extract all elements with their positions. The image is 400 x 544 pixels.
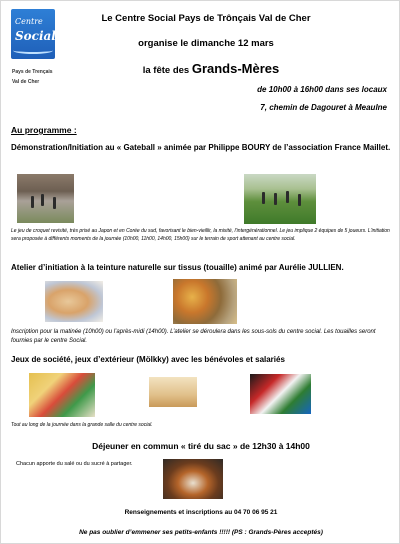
games-title: Jeux de société, jeux d’extérieur (Mölkky) avec les bénévoles et salariés [11,355,285,364]
games-photo-1 [29,373,95,417]
player-figure [298,194,301,206]
logo-line1: Centre [15,17,43,26]
board-games-photo [250,374,311,414]
player-figure [274,193,277,205]
gateball-photo-1 [17,174,74,223]
logo-subtitle-1: Pays de Trençais [12,69,53,75]
player-figure [41,194,44,206]
program-heading: Au programme : [11,125,77,135]
logo-line2: Social [15,29,56,43]
footer-note: Ne pas oublier d’emmener ses petits-enfants !!!!! (PS : Grands-Pères acceptés) [79,529,323,536]
event-address: 7, chemin de Dagouret à Meaulne [260,103,387,112]
dyeing-caption: Inscription pour la matinée (10h00) ou l’après-midi (14h00). L’atelier se déroulera dans les sous-sols du centre social. Les touailles seront fournies par le centre Social. [11,329,376,344]
header-event-name: Grands-Mères [191,61,280,76]
lunch-photo [163,459,223,499]
contact-info: Renseignements et inscriptions au 04 70 06 95 21 [124,509,278,516]
player-figure [31,196,34,208]
dyeing-title: Atelier d’initiation à la teinture naturelle sur tissus (touaille) animé par Aurélie JULLIEN. [11,263,344,272]
player-figure [286,191,289,203]
player-figure [53,197,56,209]
molkky-photo [149,377,197,407]
gateball-title: Démonstration/Initiation au « Gateball » animée par Philippe BOURY de l’association France Maillet. [11,143,391,152]
lunch-caption: Chacun apporte du salé ou du sucré à partager. [16,461,133,467]
games-caption: Tout au long de la journée dans la grande salle du centre social. [11,422,153,428]
dyeing-photo-2 [173,279,237,324]
header-event-prefix: la fête des [142,65,190,76]
lunch-title: Déjeuner en commun « tiré du sac » de 12h30 à 14h00 [92,441,310,451]
header-event [41,61,381,76]
event-time: de 10h00 à 16h00 dans ses locaux [257,85,387,94]
gateball-photo-2 [244,174,316,224]
header-organizer: Le Centre Social Pays de Trônçais Val de Cher [101,13,311,24]
logo-subtitle-2: Val de Cher [12,79,40,85]
gateball-caption: Le jeu de croquet revisité, très prisé au Japon et en Corée du sud, favorisant le bien-vieillir, la mixité, l’intergénérationnel. Le jeu implique 2 équipes de 5 joueurs. L’initiation sera proposée à différents moments de la journée (10h00, 11h00, 14h00, 15h00) sur le terrain de sport attenant au centre social. [11,228,390,242]
player-figure [262,192,265,204]
dyeing-photo-1 [45,281,103,322]
header-date: organise le dimanche 12 mars [138,38,274,49]
